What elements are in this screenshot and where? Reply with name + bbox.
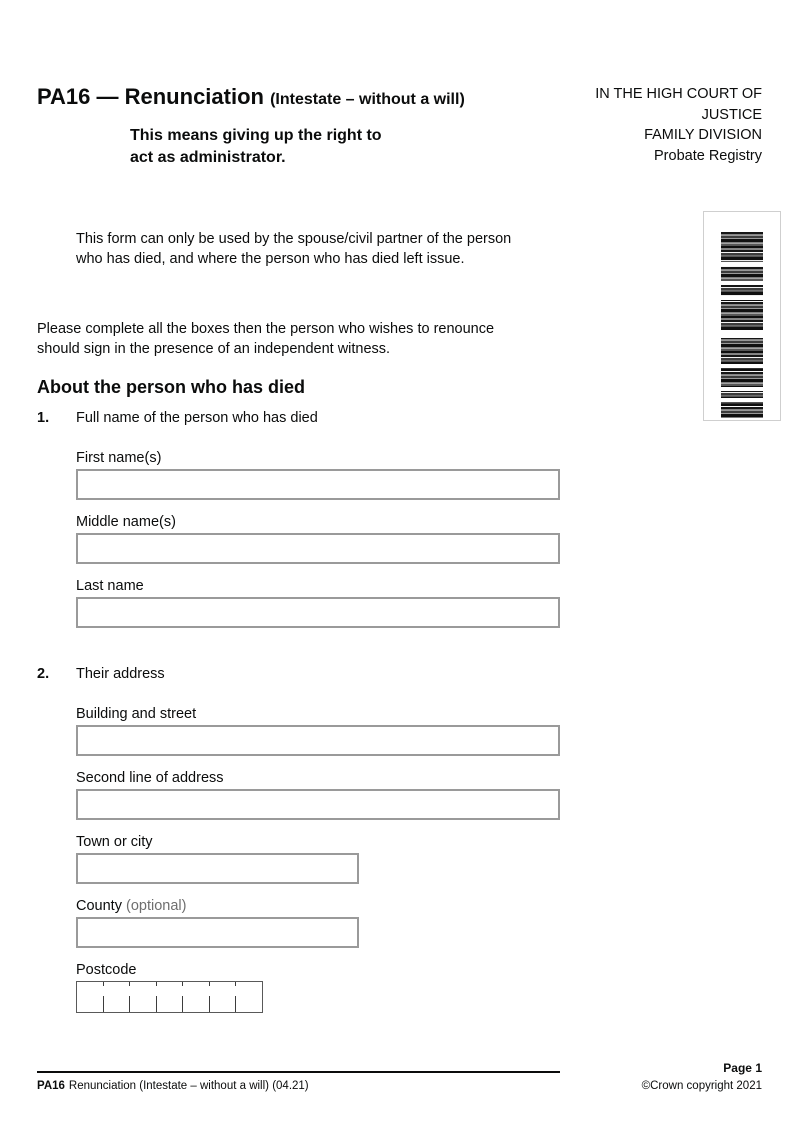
county-input[interactable] xyxy=(76,917,359,948)
section-heading: About the person who has died xyxy=(37,377,306,397)
question-2-number: 2. xyxy=(37,666,50,682)
second-line-input[interactable] xyxy=(76,789,560,820)
completion-instruction-text xyxy=(37,319,494,359)
town-city-label: Town or city xyxy=(76,834,153,850)
first-names-label: First name(s) xyxy=(76,450,162,466)
footer-form-name: Renunciation (Intestate – without a will) (04.21) xyxy=(68,1080,309,1092)
court-heading-line: IN THE HIGH COURT OF xyxy=(595,86,762,102)
completion-instruction-line: Please complete all the boxes then the person who wishes to renounce xyxy=(37,321,495,337)
postcode-cell xyxy=(103,982,129,1012)
usage-restriction-line: This form can only be used by the spouse/civil partner of the person xyxy=(76,231,512,247)
postcode-cell xyxy=(130,982,156,1012)
form-subtitle-line: This means giving up the right to xyxy=(130,127,382,144)
copyright-notice: ©Crown copyright 2021 xyxy=(641,1080,762,1092)
form-title-main: PA16 — Renunciation xyxy=(37,84,264,109)
footer-form-id xyxy=(37,1079,309,1093)
postcode-label: Postcode xyxy=(76,962,137,978)
court-heading xyxy=(595,84,762,166)
question-2-fields xyxy=(76,705,560,1013)
building-street-label: Building and street xyxy=(76,706,197,722)
question-1-label: Full name of the person who has died xyxy=(76,410,318,426)
footer-form-code: PA16 xyxy=(37,1080,65,1092)
footer-divider xyxy=(37,1071,560,1073)
middle-names-input[interactable] xyxy=(76,533,560,564)
court-heading-line: JUSTICE xyxy=(701,106,762,123)
county-label xyxy=(76,897,560,915)
form-title xyxy=(37,84,465,113)
usage-restriction-line: who has died, and where the person who has died left issue. xyxy=(76,251,465,267)
postcode-field[interactable] xyxy=(76,981,263,1013)
court-heading-line: FAMILY DIVISION xyxy=(644,127,762,143)
postcode-cell xyxy=(77,982,103,1012)
county-optional-hint: (optional) xyxy=(125,898,187,914)
question-2 xyxy=(37,665,560,683)
town-city-input[interactable] xyxy=(76,853,359,884)
page-number: Page 1 xyxy=(723,1061,762,1075)
postcode-cell xyxy=(236,982,262,1012)
form-title-suffix: (Intestate – without a will) xyxy=(270,91,465,108)
last-name-input[interactable] xyxy=(76,597,560,628)
question-1-number: 1. xyxy=(37,410,50,426)
postcode-cell xyxy=(183,982,209,1012)
building-street-input[interactable] xyxy=(76,725,560,756)
middle-names-label: Middle name(s) xyxy=(76,514,176,530)
question-2-label: Their address xyxy=(76,666,165,682)
postcode-cell xyxy=(209,982,235,1012)
barcode-panel xyxy=(703,211,781,421)
county-label-text: County xyxy=(76,898,122,914)
court-heading-line: Probate Registry xyxy=(654,147,762,164)
form-subtitle xyxy=(130,125,382,169)
last-name-label: Last name xyxy=(76,578,144,594)
form-subtitle-line: act as administrator. xyxy=(130,149,286,166)
second-line-label: Second line of address xyxy=(76,770,224,786)
section-about-deceased xyxy=(37,376,560,1013)
first-names-input[interactable] xyxy=(76,469,560,500)
question-1 xyxy=(37,409,560,427)
question-1-fields xyxy=(76,449,560,628)
completion-instruction-line: should sign in the presence of an independent witness. xyxy=(37,341,391,357)
postcode-cell xyxy=(156,982,182,1012)
usage-restriction-text xyxy=(76,229,511,269)
barcode-icon xyxy=(721,232,763,418)
